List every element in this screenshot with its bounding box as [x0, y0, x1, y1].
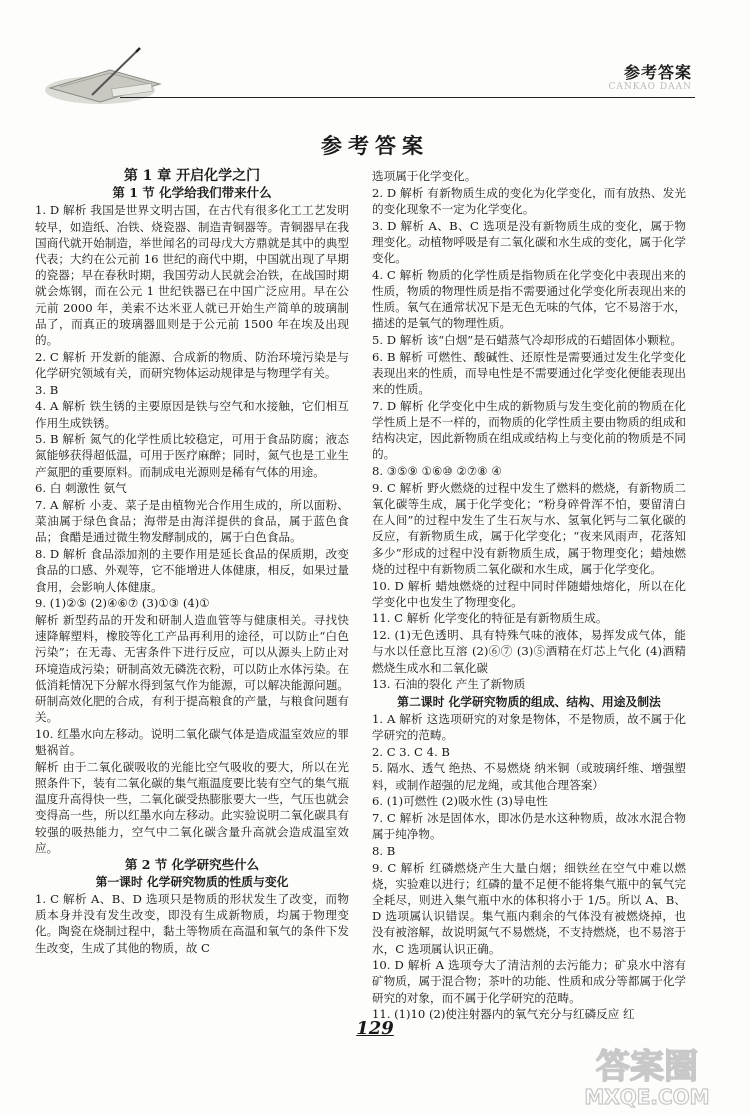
- right-column-item: 7. C 解析 冰是固体水，即冰仍是水这种物质，故冰水混合物属于纯净物。: [372, 810, 686, 842]
- page-number: 129: [356, 1018, 394, 1039]
- left-column-item: 9. (1)②⑤ (2)④⑥⑦ (3)①③ (4)①: [35, 596, 210, 611]
- left-column-item: 解析 新型药品的开发和研制人造血管等与健康相关。寻找快速降解塑料，橡胶等化工产品再利用的途径，可以防止“白色污染”；在无毒、无害条件下进行反应，可以从源头上防止对环境造成污染；研制高效无磷洗衣粉，可以防止水体污染。在低消耗情况下分解水得到氢气作为能源，可以解决能源问题。研制高效化肥的合成，有利于提高粮食的产量，与粮食问题有关。: [35, 612, 349, 725]
- right-column-item: 7. D 解析 化学变化中生成的新物质与发生变化前的物质在化学性质上是不一样的，而物质的化学性质主要由物质的组成和结构决定，因此新物质在组成或结构上与变化前的物质是不同的。: [372, 398, 686, 462]
- right-column-item: 1. A 解析 这选项研究的对象是物体，不是物质，故不属于化学研究的范畴。: [372, 711, 686, 742]
- left-column: [35, 168, 349, 956]
- header-rule: [120, 97, 695, 98]
- left-column-subsection: 第一课时 化学研究物质的性质与变化: [95, 874, 289, 889]
- left-column-item: 解析 由于二氧化碳吸收的光能比空气吸收的要大，所以在光照条件下，装有二氧化碳的集气瓶温度要比装有空气的集气瓶温度升高得快一些，二氧化碳受热膨胀要大一些，气压也就会变得高一些，所以红墨水向左移动。此实验说明二氧化碳具有较强的吸热能力，空气中二氧化碳含量升高就会造成温室效应。: [35, 759, 349, 855]
- page-title: 参考答案: [321, 133, 429, 158]
- left-column-item: 5. B 解析 氮气的化学性质比较稳定，可用于食品防腐；液态氮能够获得超低温，可用于医疗麻醉；同时，氮气也是工业生产氮肥的重要原料。而制成电光源则是稀有气体的用途。: [35, 432, 349, 479]
- right-column-item: 3. D 解析 A、B、C 选项是没有新物质生成的变化，属于物理变化。动植物呼吸是有二氧化碳和水生成的变化，属于化学变化。: [372, 218, 686, 266]
- left-column-item: 8. D 解析 食品添加剂的主要作用是延长食品的保质期，改变食品的口感、外观等，它不能增进人体健康，相反，如果过量食用，会影响人体健康。: [35, 547, 349, 594]
- header-subtitle: CANKAO DAAN: [608, 82, 692, 92]
- left-column-item: 1. D 解析 我国是世界文明古国，在古代有很多化工工艺发明较早，如造纸、冶铁、烧瓷器、制造青铜器等。青铜器早在我国商代就开始制造，举世闻名的司母戊大方鼎就是其中的典型代表；大约在公元前 16 世纪的商代中期，中国就出现了早期的瓷器；早在春秋时期，我国劳动人民就会冶铁，在战国时期就会炼钢，而在公元 1 世纪铁器已在中国广泛应用。早在公元前 2000 年，美索不达米亚人就已开始生产简单的玻璃制品了，而真正的玻璃器皿则是于公元前 1500 年在埃及出现的。: [35, 203, 349, 348]
- right-column-item: 11. (1)10 (2)使注射器内的氧气充分与红磷反应 红: [372, 1007, 635, 1022]
- left-column-item: 7. A 解析 小麦、菜子是由植物光合作用生成的，所以面粉、菜油属于绿色食品；海带是由海洋提供的食品，属于蓝色食品；食醋是通过微生物发酵制成的，属于白色食品。: [35, 498, 349, 545]
- header-title: 参考答案: [623, 63, 692, 82]
- desk-with-pen-icon: [40, 40, 170, 110]
- watermark-line2: MXQE.COM: [584, 1085, 710, 1109]
- right-column-item: 6. B 解析 可燃性、酸碱性、还原性是需要通过发生化学变化表现出来的性质，而导电性是不需要通过化学变化便能表现出来的性质。: [372, 349, 686, 397]
- right-column-item: 9. C 解析 野火燃烧的过程中发生了燃料的燃烧，有新物质二氧化碳等生成，属于化学变化；“粉身碎骨浑不怕，要留清白在人间”的过程中发生了生石灰与水、氢氧化钙与二氧化碳的反应，有新物质生成，属于化学变化；“夜来风雨声，花落知多少”形成的过程中没有新物质生成，属于物理变化；蜡烛燃烧的过程中有新物质二氧化碳和水生成，属于化学变化。: [372, 480, 686, 576]
- watermark-logo: [562, 1040, 732, 1110]
- left-column-section: 第 1 节 化学给我们带来什么: [112, 185, 272, 201]
- right-column: [372, 168, 686, 1023]
- right-column-item: 11. C 解析 化学变化的特征是有新物质生成。: [372, 611, 608, 626]
- watermark-line1: 答案圈: [596, 1047, 698, 1087]
- right-column-item: 6. (1)可燃性 (2)吸水性 (3)导电性: [372, 794, 548, 809]
- right-column-subsection: 第二课时 化学研究物质的组成、结构、用途及制法: [397, 694, 661, 709]
- left-column-item: 4. A 解析 铁生锈的主要原因是铁与空气和水接触，它们相互作用生成铁锈。: [35, 399, 349, 430]
- left-column-chapter: 第 1 章 开启化学之门: [123, 168, 261, 184]
- right-column-item: 8. B: [372, 843, 396, 858]
- right-column-item: 5. 隔水、透气 绝热、不易燃烧 纳米铜（或玻璃纤维、增强塑料，或制作超强的尼龙绳，或其他合理答案）: [372, 761, 686, 792]
- right-column-item: 10. D 解析 蜡烛燃烧的过程中同时伴随蜡烛熔化，所以在化学变化中也发生了物理变化。: [372, 578, 686, 609]
- right-column-item: 10. D 解析 A 选项夸大了清洁剂的去污能力；矿泉水中溶有矿物质，属于混合物；茶叶的功能、性质和成分等都属于化学研究的对象，而不属于化学研究的范畴。: [372, 958, 686, 1005]
- right-column-item: 13. 石油的裂化 产生了新物质: [372, 677, 526, 692]
- right-column-item: 2. C 3. C 4. B: [372, 744, 450, 759]
- left-column-item: 10. 红墨水向左移动。说明二氧化碳气体是造成温室效应的罪魁祸首。: [35, 726, 349, 758]
- left-column-item: 1. C 解析 A、B、D 选项只是物质的形状发生了改变，而物质本身并没有发生改变，即没有生成新物质，均属于物理变化。陶瓷在烧制过程中，黏土等物质在高温和氧气的条件下发生改变，生成了其他的物质，故 C: [35, 891, 349, 955]
- right-column-item: 5. D 解析 该“白烟”是石蜡蒸气冷却形成的石蜡固体小颗粒。: [372, 333, 682, 348]
- left-column-section: 第 2 节 化学研究些什么: [124, 856, 260, 872]
- left-column-item: 3. B: [35, 382, 59, 397]
- right-column-item: 8. ③⑤⑨ ①⑥⑩ ②⑦⑧ ④: [372, 464, 502, 479]
- right-column-item: 2. D 解析 有新物质生成的变化为化学变化，而有放热、发光的变化现象不一定为化学变化。: [372, 185, 686, 216]
- right-column-item: 9. C 解析 红磷燃烧产生大量白烟；细铁丝在空气中难以燃烧，实验难以进行；红磷的量不足便不能将集气瓶中的氧气完全耗尽，则进入集气瓶中水的体积将小于 1/5。所以 A、B、D 选项属认识错误。集气瓶内剩余的气体没有被燃烧掉，也没有被溶解，故说明氮气不易燃烧，不支持燃烧，也不易溶于水，C 选项属认识正确。: [372, 860, 686, 956]
- left-column-item: 6. 白 刺激性 氨气: [35, 481, 127, 496]
- left-column-item: 2. C 解析 开发新的能源、合成新的物质、防治环境污染是与化学研究领域有关，而研究物体运动规律是与物理学有关。: [35, 349, 349, 380]
- right-column-item: 12. (1)无色透明、具有特殊气味的液体，易挥发成气体，能与水以任意比互溶 (2)⑥⑦ (3)⑤酒精在灯芯上气化 (4)酒精燃烧生成水和二氧化碳: [372, 628, 686, 675]
- right-column-item: 4. C 解析 物质的化学性质是指物质在化学变化中表现出来的性质，物质的物理性质是指不需要通过化学变化所表现出来的性质。氧气在通常状况下是无色无味的气体，它不易溶于水，描述的是氧气的物理性质。: [372, 267, 686, 331]
- right-column-item: 选项属于化学变化。: [372, 169, 477, 183]
